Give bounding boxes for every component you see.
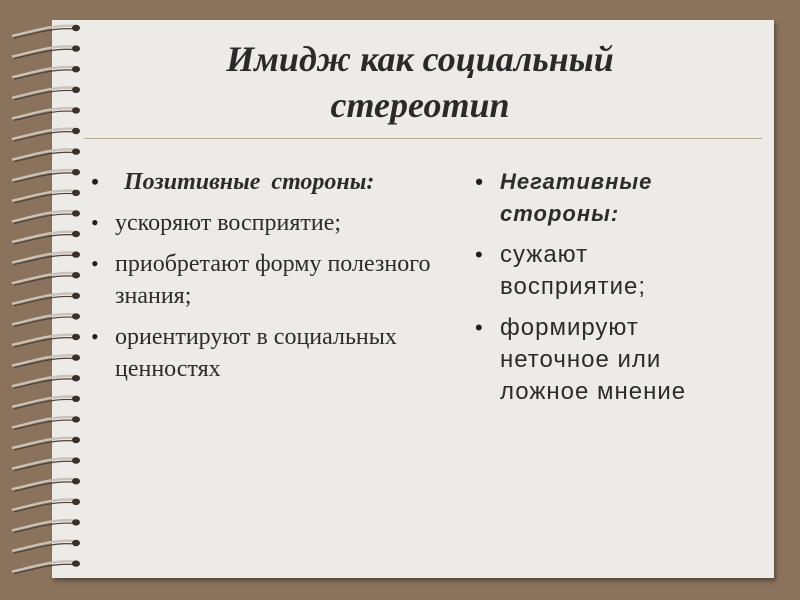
spiral-ring bbox=[12, 334, 80, 347]
spiral-ring bbox=[12, 478, 80, 491]
spiral-ring bbox=[12, 540, 80, 553]
positive-heading-text: Позитивные стороны: bbox=[124, 169, 375, 195]
list-item bbox=[472, 239, 717, 303]
bullet-icon: • bbox=[91, 324, 99, 349]
spiral-ring bbox=[12, 66, 80, 79]
bullet-icon: • bbox=[475, 169, 484, 194]
bullet-icon: • bbox=[475, 315, 484, 340]
list-item bbox=[472, 312, 717, 408]
spiral-ring bbox=[12, 169, 80, 182]
spiral-ring bbox=[12, 272, 80, 285]
positive-heading bbox=[88, 166, 456, 198]
spiral-ring bbox=[12, 190, 80, 203]
bullet-icon: • bbox=[91, 251, 99, 276]
spiral-ring bbox=[12, 210, 80, 223]
negative-column bbox=[472, 166, 717, 417]
negative-heading-text: Негативные стороны: bbox=[500, 169, 653, 226]
spiral-ring bbox=[12, 519, 80, 532]
positive-column bbox=[88, 166, 456, 394]
spiral-ring bbox=[12, 45, 80, 58]
slide-title bbox=[130, 36, 710, 128]
spiral-ring bbox=[12, 396, 80, 409]
negative-heading bbox=[472, 166, 717, 230]
spiral-ring bbox=[12, 416, 80, 429]
list-item bbox=[88, 321, 456, 385]
list-item bbox=[88, 248, 456, 312]
spiral-ring bbox=[12, 107, 80, 120]
spiral-ring bbox=[12, 354, 80, 367]
slide-title-line-1: Имидж как социальный bbox=[226, 39, 614, 79]
spiral-binding-icon bbox=[0, 0, 100, 600]
list-item bbox=[88, 207, 456, 239]
spiral-ring bbox=[12, 560, 80, 573]
bullet-icon: • bbox=[91, 169, 99, 194]
spiral-ring bbox=[12, 128, 80, 141]
list-item-text: ориентируют в социальных ценностях bbox=[115, 324, 397, 382]
spiral-ring bbox=[12, 437, 80, 450]
spiral-ring bbox=[12, 457, 80, 470]
spiral-ring bbox=[12, 293, 80, 306]
list-item-text: приобретают форму полезного знания; bbox=[115, 251, 431, 309]
bullet-icon: • bbox=[475, 242, 484, 267]
list-item-text: формируют неточное или ложное мнение bbox=[500, 314, 687, 405]
spiral-ring bbox=[12, 25, 80, 38]
list-item-text: ускоряют восприятие; bbox=[115, 210, 342, 236]
title-divider bbox=[84, 138, 762, 139]
slide-title-line-2: стереотип bbox=[330, 85, 510, 125]
spiral-ring bbox=[12, 231, 80, 244]
spiral-ring bbox=[12, 375, 80, 388]
spiral-ring bbox=[12, 313, 80, 326]
spiral-ring bbox=[12, 499, 80, 512]
spiral-ring bbox=[12, 148, 80, 161]
spiral-ring bbox=[12, 87, 80, 100]
bullet-icon: • bbox=[91, 210, 99, 235]
spiral-ring bbox=[12, 251, 80, 264]
list-item-text: сужают восприятие; bbox=[500, 241, 646, 300]
